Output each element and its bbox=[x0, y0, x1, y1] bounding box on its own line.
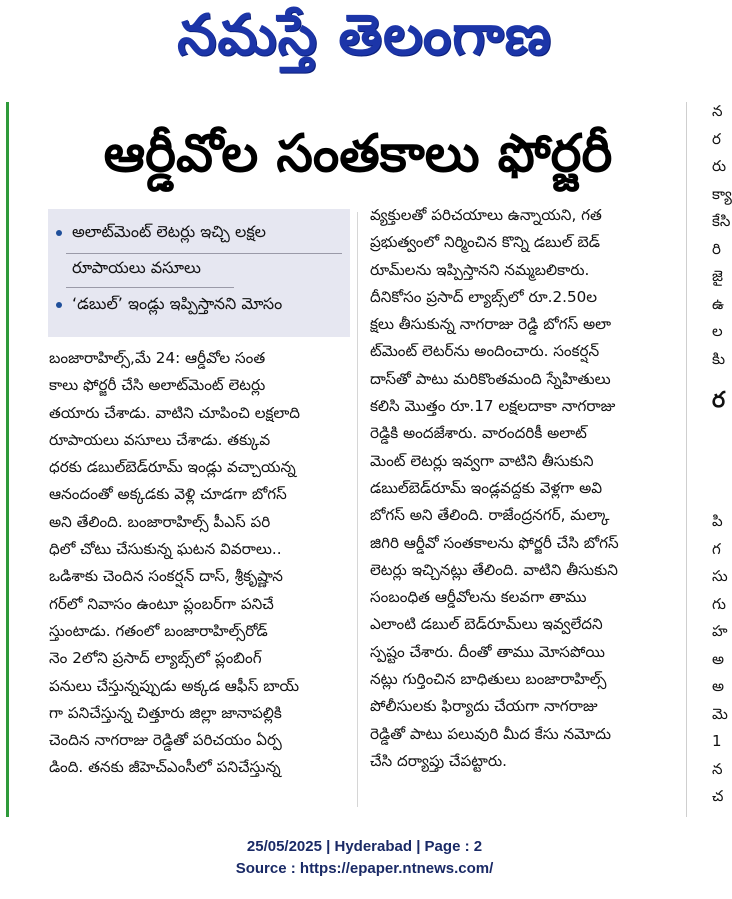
article-line: దీనికోసం ప్రసాద్ ల్యాబ్స్‌లో రూ.2.50ల bbox=[370, 287, 598, 306]
bullet-icon bbox=[56, 230, 62, 236]
adjacent-article-line: న bbox=[712, 102, 723, 120]
article-left-column bbox=[49, 345, 349, 782]
adjacent-article-line: గ bbox=[712, 539, 721, 558]
article-line: డబుల్‌బెడ్‌రూమ్ ఇండ్లవద్దకు వెళ్లగా అవి bbox=[370, 478, 603, 497]
highlights-box bbox=[48, 209, 350, 337]
article-headline: ఆర్డీవోల సంతకాలు ఫోర్జరీ bbox=[103, 124, 613, 184]
adjacent-article-line: అ bbox=[712, 677, 725, 695]
article-line: నట్లు గుర్తించిన బాధితులు బంజారాహిల్స్ bbox=[370, 670, 607, 689]
article-line: జిగిరి ఆర్డీవో సంతకాలను ఫోర్జరీ చేసి బోగస్ bbox=[370, 533, 619, 552]
article-line: చేసి దర్యాప్తు చేపట్టారు. bbox=[370, 751, 507, 770]
article-line: క్షలు తీసుకున్న నాగరాజు రెడ్డి బోగస్ అలా bbox=[370, 315, 612, 334]
adjacent-article-line: కిు bbox=[712, 349, 726, 368]
adjacent-article-line: గు bbox=[712, 594, 726, 613]
adjacent-article-line: ర bbox=[712, 129, 721, 148]
adjacent-article-line: రి bbox=[712, 239, 721, 258]
footer-source-line: Source : https://epaper.ntnews.com/ bbox=[235, 860, 494, 877]
article-line: రెడ్డికి అందజేశారు. వారందరికీ అలాట్ bbox=[370, 424, 587, 443]
adjacent-article-line: క్యా bbox=[712, 184, 732, 203]
adjacent-article-line: సు bbox=[712, 567, 728, 585]
article-line: స్తుంటాడు. గతంలో బంజారాహిల్స్‌రోడ్ bbox=[49, 621, 268, 640]
article-line: ప్రభుత్వంలో నిర్మించిన కొన్ని డబుల్ బెడ్ bbox=[370, 233, 600, 252]
adjacent-article-line: చ bbox=[712, 787, 724, 805]
adjacent-article-line: ల bbox=[712, 322, 723, 340]
article-line: గా పనిచేస్తున్న చిత్తూరు జిల్లా జానాపల్లికి bbox=[49, 703, 282, 722]
article-middle-column bbox=[370, 202, 678, 775]
article-line: ఒడిశాకు చెందిన సంకర్షన్ దాస్, శ్రీకృష్ణాన bbox=[49, 567, 283, 586]
adjacent-article-line: మె bbox=[712, 704, 728, 723]
article-line: ఆనందంతో అక్కడకు వెళ్లి చూడగా బోగస్ bbox=[49, 485, 287, 504]
article-line: తయారు చేశాడు. వాటిని చూపించి లక్షలాది bbox=[49, 403, 301, 422]
article-line: కాలు ఫోర్జరీ చేసి అలాట్‌మెంట్ లెటర్లు bbox=[49, 376, 266, 395]
footer-date-line: 25/05/2025 | Hyderabad | Page : 2 bbox=[246, 838, 483, 855]
article-line: లెటర్లు ఇచ్చినట్లు తేలింది. వాటిని తీసుకుని bbox=[370, 560, 618, 579]
highlight-item: ‘డబుల్’ ఇండ్లు ఇప్పిస్తానని మోసం bbox=[56, 293, 282, 315]
right-column-divider bbox=[686, 102, 687, 817]
article-line: బోగస్ అని తేలింది. రాజేంద్రనగర్, మల్కా bbox=[370, 506, 610, 525]
highlight-item: అలాట్‌మెంట్ లెటర్లు ఇచ్చి లక్షల bbox=[56, 221, 266, 243]
article-line: రెడ్డితో పాటు పలువురి మీద కేసు నమోదు bbox=[370, 724, 612, 743]
article-line: పనులు చేస్తున్నప్పుడు అక్కడ ఆఫీస్ బాయ్ bbox=[49, 676, 300, 695]
left-border-rule bbox=[6, 102, 9, 817]
newspaper-logo: నమస్తే తెలంగాణ bbox=[177, 2, 552, 68]
adjacent-article-line: 1 bbox=[712, 732, 722, 750]
article-line: కలిసి మొత్తం రూ.17 లక్షలదాకా నాగరాజు bbox=[370, 397, 616, 416]
adjacent-article-column-top bbox=[712, 98, 732, 373]
masthead bbox=[0, 0, 729, 90]
article-line: ఎలాంటి డబుల్ బెడ్‌రూమ్‌లు ఇవ్వలేదని bbox=[370, 615, 603, 634]
article-line: ధిలో చోటు చేసుకున్న ఘటన వివరాలు.. bbox=[49, 540, 282, 559]
article-line: పోలీసులకు ఫిర్యాదు చేయగా నాగరాజు bbox=[370, 697, 598, 716]
article-line: ట్‌మెంట్ లెటర్‌ను అందించారు. సంకర్షన్ bbox=[370, 342, 600, 361]
article-line: దాస్‌తో పాటు మరికొంతమంది స్నేహితులు bbox=[370, 369, 611, 388]
article-line: అని తేలింది. బంజారాహిల్స్ పీఎస్ పరి bbox=[49, 512, 271, 531]
article-line: స్పష్టం చేశారు. దీంతో తాము మోసపోయి bbox=[370, 642, 605, 661]
article-line: సంబంధిత ఆర్డీవోలను కలవగా తాము bbox=[370, 588, 587, 607]
article-line: ధరకు డబుల్‌బెడ్‌రూమ్ ఇండ్లు వచ్చాయన్న bbox=[49, 458, 296, 477]
adjacent-article-column-bottom bbox=[712, 508, 729, 811]
article-line: రూపాయలు వసూలు చేశాడు. తక్కువ bbox=[49, 430, 271, 449]
adjacent-article-line: అ bbox=[712, 649, 725, 668]
article-line: నెం 2లోని ప్రసాద్ ల్యాబ్స్‌లో ప్లంబింగ్ bbox=[49, 649, 262, 668]
article-line: డింది. తనకు జీహెచ్‌ఎంసీలో పనిచేస్తున్న bbox=[49, 758, 281, 777]
adjacent-article-line: రు bbox=[712, 157, 727, 175]
article-line: చెందిన నాగరాజు రెడ్డితో పరిచయం ఏర్ప bbox=[49, 731, 282, 750]
adjacent-article-line: హ bbox=[712, 622, 728, 640]
adjacent-article-line: పి bbox=[712, 512, 723, 530]
adjacent-article-line: ఉ bbox=[712, 294, 724, 313]
highlight-item-continuation: రూపాయలు వసూలు bbox=[72, 258, 201, 277]
bullet-icon bbox=[56, 302, 62, 308]
adjacent-article-headline: ర bbox=[712, 388, 726, 413]
article-line: బంజారాహిల్స్,మే 24: ఆర్డీవోల సంత bbox=[49, 349, 266, 367]
article-line: రూమ్‌లను ఇప్పిస్తానని నమ్మబలికారు. bbox=[370, 260, 590, 279]
article-line: వ్యక్తులతో పరిచయాలు ఉన్నాయని, గత bbox=[370, 206, 602, 224]
middle-column-divider bbox=[357, 212, 358, 807]
highlight-underline bbox=[66, 253, 342, 254]
adjacent-article-line: జై bbox=[712, 267, 723, 285]
adjacent-article-line: కేసి bbox=[712, 212, 731, 230]
highlight-underline bbox=[66, 287, 234, 288]
article-line: మెంట్ లెటర్లు ఇవ్వగా వాటిని తీసుకుని bbox=[370, 451, 594, 470]
adjacent-article-line: న bbox=[712, 759, 723, 778]
article-line: గర్‌లో నివాసం ఉంటూ ప్లంబర్‌గా పనిచే bbox=[49, 594, 274, 613]
